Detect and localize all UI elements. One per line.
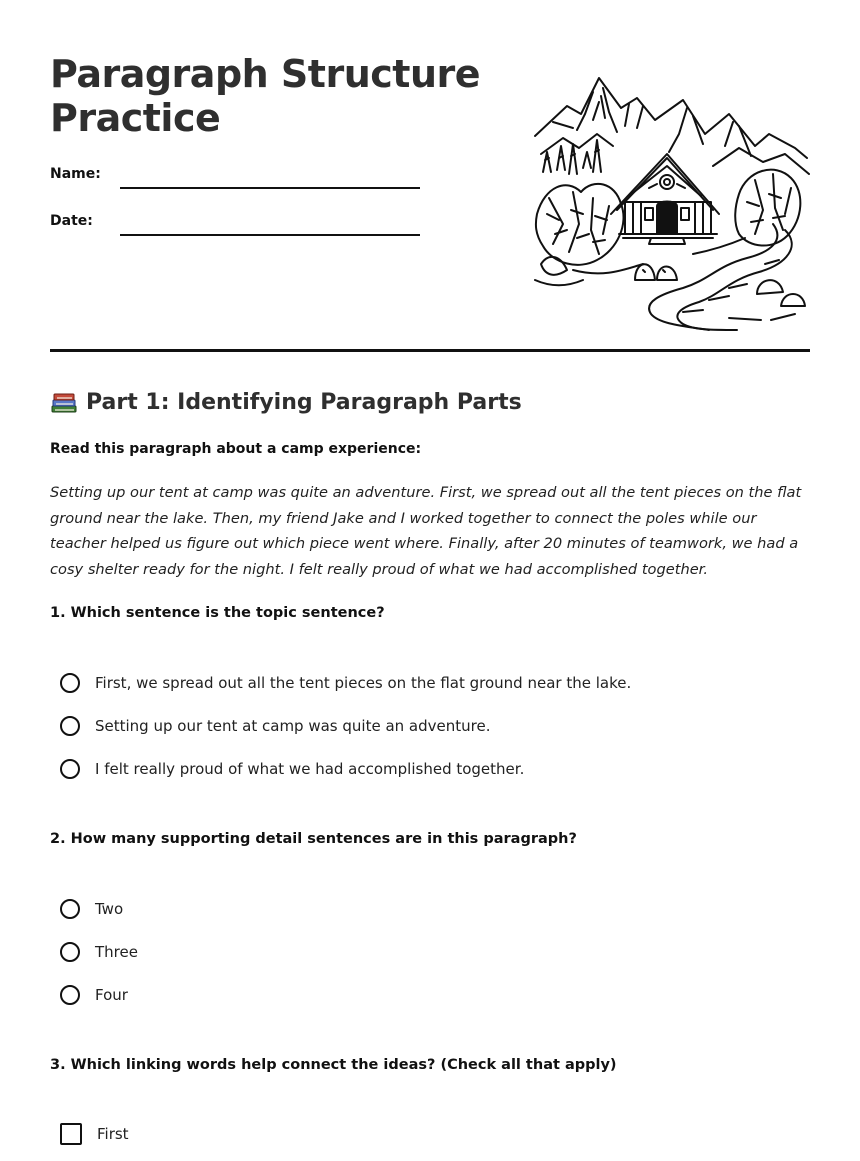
question-1-option-a[interactable] (60, 661, 631, 704)
date-field[interactable] (50, 207, 420, 237)
question-2-option-a[interactable] (60, 887, 138, 930)
option-label: Setting up our tent at camp was quite an adventure. (95, 716, 491, 735)
radio-button[interactable] (60, 673, 80, 693)
radio-button[interactable] (60, 985, 80, 1005)
page-title: Paragraph Structure Practice (50, 52, 481, 140)
option-label: Three (95, 942, 138, 961)
option-label: I felt really proud of what we had accomplished together. (95, 759, 525, 778)
worksheet-header (50, 0, 810, 352)
name-answer-line[interactable] (120, 187, 420, 189)
question-2: 2. How many supporting detail sentences are in this paragraph? (50, 831, 577, 847)
radio-button[interactable] (60, 899, 80, 919)
reading-passage: Setting up our tent at camp was quite an adventure. First, we spread out all the tent pieces on the flat ground near the lake. Then, my friend Jake and I worked together to connect the poles while our teacher helped us figure out which piece went where. Finally, after 20 minutes of teamwork, we had a cosy shelter ready for the night. I felt really proud of what we had accomplished together. (50, 484, 802, 579)
question-3: 3. Which linking words help connect the ideas? (Check all that apply) (50, 1057, 617, 1073)
mountain-cabin-illustration (533, 74, 810, 332)
option-label: Four (95, 985, 128, 1004)
section-heading-part1 (50, 388, 522, 416)
question-1: 1. Which sentence is the topic sentence? (50, 605, 385, 621)
reading-instruction: Read this paragraph about a camp experience: (50, 441, 422, 457)
question-2-option-c[interactable] (60, 973, 138, 1016)
question-2-options (60, 887, 138, 1016)
section-heading-text: Part 1: Identifying Paragraph Parts (86, 389, 522, 415)
question-1-option-c[interactable] (60, 747, 631, 790)
option-label: Two (95, 899, 124, 918)
radio-button[interactable] (60, 716, 80, 736)
name-field[interactable] (50, 160, 420, 190)
question-1-options (60, 661, 631, 790)
header-divider (50, 349, 810, 352)
radio-button[interactable] (60, 942, 80, 962)
name-label: Name: (50, 166, 101, 182)
checkbox[interactable] (60, 1123, 82, 1145)
radio-button[interactable] (60, 759, 80, 779)
date-label: Date: (50, 213, 93, 229)
date-answer-line[interactable] (120, 234, 420, 236)
question-3-options (60, 1112, 129, 1155)
option-label: First (97, 1124, 129, 1143)
worksheet-page (50, 0, 810, 1143)
option-label: First, we spread out all the tent pieces on the flat ground near the lake. (95, 673, 632, 692)
question-1-option-b[interactable] (60, 704, 631, 747)
question-2-option-b[interactable] (60, 930, 138, 973)
books-icon (50, 388, 78, 416)
question-3-option-a[interactable] (60, 1112, 129, 1155)
